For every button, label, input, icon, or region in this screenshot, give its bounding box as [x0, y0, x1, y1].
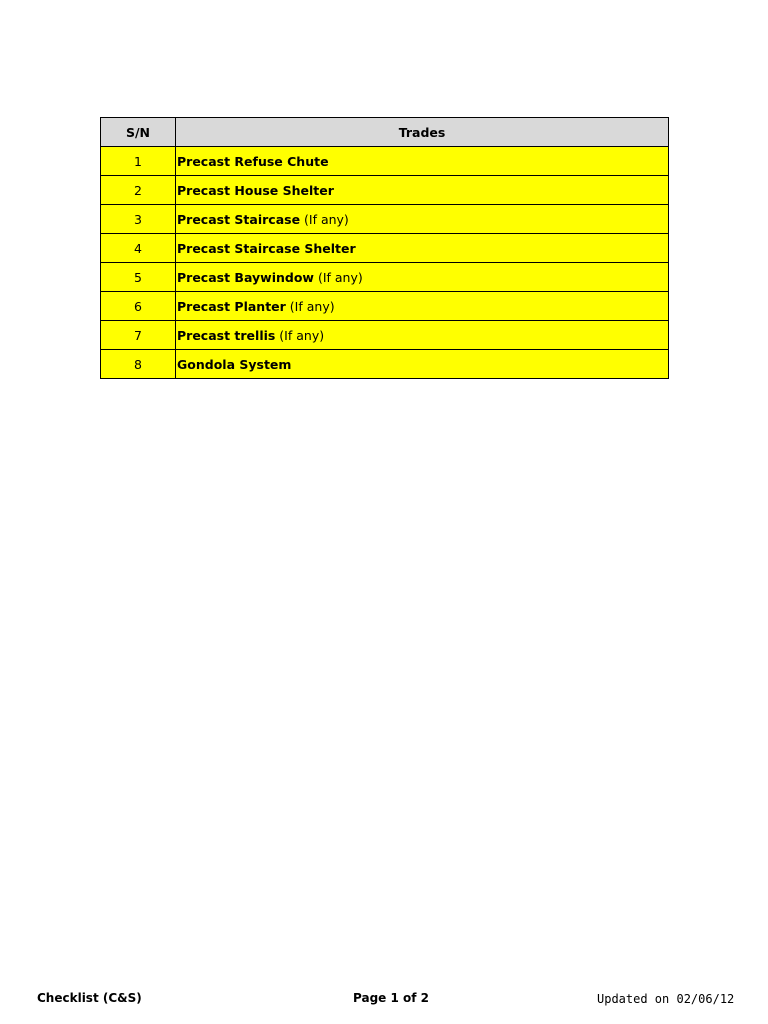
row-sn: 7	[101, 321, 176, 350]
row-sn: 4	[101, 234, 176, 263]
trade-name: Precast Baywindow	[177, 269, 314, 285]
table-header-row	[101, 118, 669, 147]
trade-note: (If any)	[275, 327, 325, 343]
table-row	[101, 176, 669, 205]
trade-note: (If any)	[313, 269, 363, 285]
header-trades: Trades	[176, 118, 669, 147]
row-trade	[176, 263, 669, 292]
trade-name: Precast House Shelter	[177, 182, 334, 198]
row-trade	[176, 147, 669, 176]
row-sn: 3	[101, 205, 176, 234]
trade-note: (If any)	[300, 211, 349, 227]
row-trade	[176, 321, 669, 350]
footer-updated-date: Updated on 02/06/12	[597, 992, 735, 1006]
row-trade	[176, 350, 669, 379]
trade-name: Precast Planter	[177, 298, 286, 314]
header-sn: S/N	[101, 118, 176, 147]
trade-name: Precast trellis	[177, 327, 276, 343]
trade-name: Precast Staircase	[177, 211, 301, 227]
row-sn: 8	[101, 350, 176, 379]
table-row	[101, 263, 669, 292]
table-row	[101, 234, 669, 263]
row-sn: 6	[101, 292, 176, 321]
trades-table	[100, 117, 669, 379]
row-trade	[176, 176, 669, 205]
row-trade	[176, 205, 669, 234]
table-row	[101, 205, 669, 234]
trade-note: (If any)	[285, 298, 335, 314]
row-sn: 2	[101, 176, 176, 205]
footer-document-title: Checklist (C&S)	[37, 991, 142, 1005]
table-row	[101, 321, 669, 350]
table-row	[101, 350, 669, 379]
footer-page-number: Page 1 of 2	[353, 991, 429, 1005]
row-sn: 1	[101, 147, 176, 176]
row-trade	[176, 292, 669, 321]
trade-name: Precast Staircase Shelter	[177, 240, 356, 256]
row-sn: 5	[101, 263, 176, 292]
trade-name: Gondola System	[177, 356, 292, 372]
row-trade	[176, 234, 669, 263]
table-row	[101, 147, 669, 176]
trade-name: Precast Refuse Chute	[177, 153, 329, 169]
table-row	[101, 292, 669, 321]
